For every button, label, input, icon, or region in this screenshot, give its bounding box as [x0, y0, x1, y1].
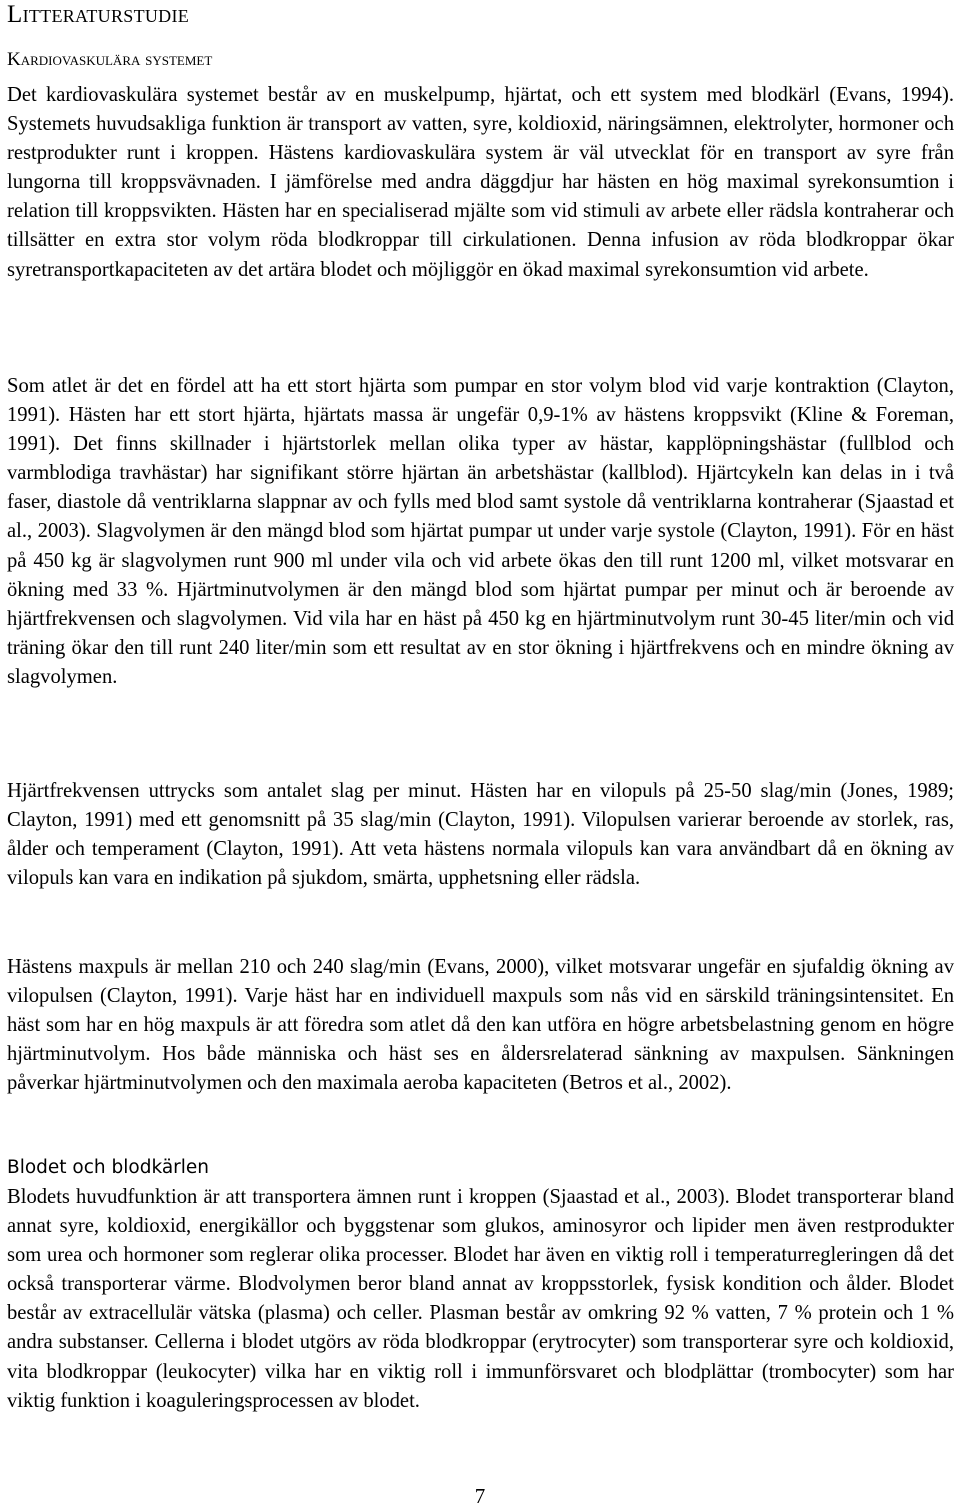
page-number: 7 [474, 1484, 486, 1508]
paragraph-blood: Blodets huvudfunktion är att transportera ämnen runt i kroppen (Sjaastad et al., 2003). Blodet transporterar bland annat syre, koldioxid, energikällor och byggstenar som glukos, aminosyror och lipider men även restprodukter som urea och hormoner som reglerar olika processer. Blodet har även en viktig roll i temperaturregleringen då det också transporterar värme. Blodvolymen beror bland annat av kroppsstorlek, fysisk kondition och ålder. Blodet består av extracellulär vätska (plasma) och celler. Plasman består av omkring 92 % vatten, 7 % protein och 1 % andra substanser. Cellerna i blodet utgörs av röda blodkroppar (erytrocyter) som transporterar syre och koldioxid, vita blodkroppar (leukocyter) vilka har en viktig roll i immunförsvaret och blodplättar (trombocyter) som har viktig funktion i koaguleringsprocessen av blodet. [7, 1186, 954, 1412]
page-title: Litteraturstudie [7, 1, 190, 28]
paragraph-heart-rate: Hjärtfrekvensen uttrycks som antalet slag per minut. Hästen har en vilopuls på 25-50 slag/min (Jones, 1989; Clayton, 1991) med ett genomsnitt på 35 slag/min (Clayton, 1991). Vilopulsen varierar beroende av storlek, ras, ålder och temperament (Clayton, 1991). Att veta hästens normala vilopuls kan vara användbart då en ökning av vilopuls kan vara en indikation på sjukdom, smärta, upphetsning eller rädsla. [7, 780, 954, 890]
subheading-blood: Blodet och blodkärlen [7, 1157, 210, 1178]
paragraph-heart: Som atlet är det en fördel att ha ett stort hjärta som pumpar en stor volym blod vid varje kontraktion (Clayton, 1991). Hästen har ett stort hjärta, hjärtats massa är ungefär 0,9-1% av hästens kroppsvikt (Kline & Foreman, 1991). Det finns skillnader i hjärtstorlek mellan olika typer av hästar, kapplöpningshästar (fullblod och varmblodiga travhästar) har signifikant större hjärtan än arbetshästar (kallblod). Hjärtcykeln kan delas in i två faser, diastole då ventriklarna slappnar av och fylls med blod samt systole då ventriklarna kontraherar (Sjaastad et al., 2003). Slagvolymen är den mängd blod som hjärtat pumpar ut under varje systole (Clayton, 1991). För en häst på 450 kg är slagvolymen runt 900 ml under vila och vid arbete ökas den till runt 1200 ml, vilket motsvarar en ökning med 33 %. Hjärtminutvolymen är den mängd blod som hjärtat pumpar per minut och är beroende av hjärtfrekvensen och slagvolymen. Vid vila har en häst på 450 kg en hjärtminutvolym runt 30-45 liter/min och vid träning ökar den till runt 240 liter/min som ett resultat av en stor ökning i hjärtfrekvens och en mindre ökning av slagvolymen. [7, 375, 954, 688]
section-heading: Kardiovaskulära systemet [7, 49, 213, 70]
paragraph-max-pulse: Hästens maxpuls är mellan 210 och 240 slag/min (Evans, 2000), vilket motsvarar ungefär en sjufaldig ökning av vilopulsen (Clayton, 1991). Varje häst har en individuell maxpuls som nås vid en särskild träningsintensitet. En häst som har en hög maxpuls är att föredra som atlet då den kan utföra en högre arbetsbelastning genom en högre hjärtminutvolym. Hos både människa och häst ses en åldersrelaterad sänkning av maxpulsen. Sänkningen påverkar hjärtminutvolymen och den maximala aeroba kapaciteten (Betros et al., 2002). [7, 956, 954, 1095]
paragraph-intro: Det kardiovaskulära systemet består av en muskelpump, hjärtat, och ett system med blodkärl (Evans, 1994). Systemets huvudsakliga funktion är transport av vatten, syre, koldioxid, näringsämnen, elektrolyter, hormoner och restprodukter runt i kroppen. Hästens kardiovaskulära system är väl utvecklat för en transport av syre från lungorna till kroppsvävnaden. I jämförelse med andra däggdjur har hästen en hög maximal syrekonsumtion i relation till kroppsvikten. Hästen har en specialiserad mjälte som vid stimuli av arbete eller rädsla kontraherar och tillsätter en extra stor volym röda blodkroppar till cirkulationen. Denna infusion av röda blodkroppar ökar syretransportkapaciteten av det artära blodet och möjliggör en ökad maximal syrekonsumtion vid arbete. [7, 84, 954, 281]
